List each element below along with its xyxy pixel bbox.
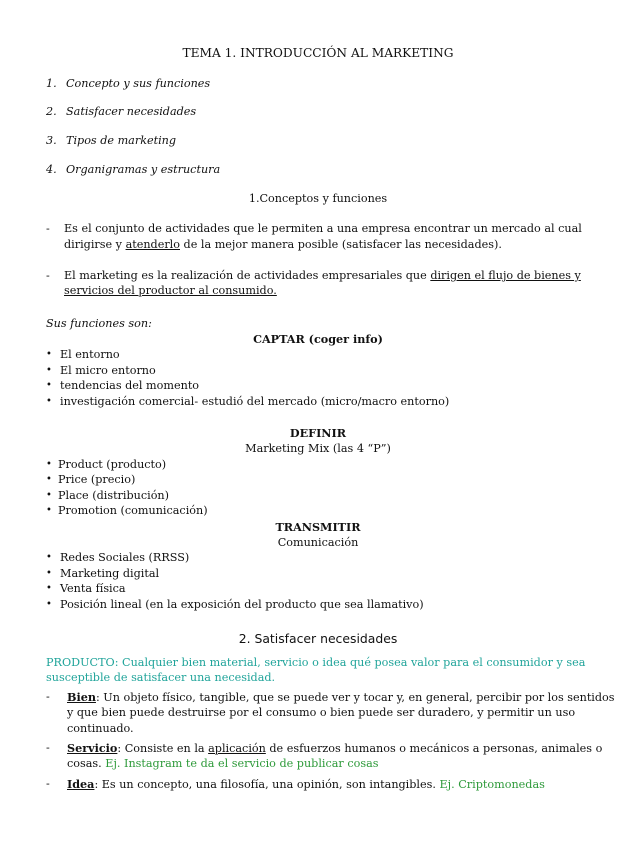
producto-definition: susceptible de satisfacer una necesidad. <box>46 671 276 684</box>
bullet-icon: • <box>46 396 52 407</box>
list-item: tendencias del momento <box>60 379 200 392</box>
definir-subheading: Marketing Mix (las 4 “P”) <box>245 442 391 455</box>
idea-term: Idea <box>67 777 95 791</box>
dash-marker: - <box>46 222 50 235</box>
paragraph-line: dirigirse y atenderlo de la mejor manera posible (satisfacer las necesidades). <box>64 238 502 251</box>
underlined-text: atenderlo <box>125 238 180 251</box>
definir-heading: DEFINIR <box>289 426 347 440</box>
underlined-text: dirigen el flujo de bienes y <box>430 269 581 282</box>
list-item: Promotion (comunicación) <box>58 504 208 517</box>
underlined-text: aplicación <box>208 742 266 755</box>
servicio-term: Servicio <box>67 741 118 755</box>
list-item: El entorno <box>60 348 120 361</box>
list-item: investigación comercial- estudió del mercado (micro/macro entorno) <box>60 395 450 408</box>
toc-label: Tipos de marketing <box>66 134 177 147</box>
example-text: Ej. Instagram te da el servicio de publicar cosas <box>105 757 379 770</box>
paragraph-line: y que bien puede destruirse por el consumo o bien puede ser duradero, y permitir un uso <box>67 706 576 719</box>
bullet-icon: • <box>46 349 52 360</box>
toc-number: 3. <box>46 134 57 147</box>
bullet-icon: • <box>46 505 52 516</box>
paragraph-line: cosas. Ej. Instagram te da el servicio de publicar cosas <box>67 757 379 770</box>
dash-marker: - <box>46 690 50 703</box>
idea-definition: Idea: Es un concepto, una filosofía, una opinión, son intangibles. Ej. Criptomonedas <box>67 777 545 791</box>
bullet-icon: • <box>46 599 52 610</box>
list-item: Posición lineal (en la exposición del producto que sea llamativo) <box>60 598 424 611</box>
toc-label: Satisfacer necesidades <box>66 105 197 118</box>
bien-term: Bien <box>67 690 96 704</box>
bullet-icon: • <box>46 474 52 485</box>
list-item: Marketing digital <box>60 567 160 580</box>
underlined-text: servicios del productor al consumido. <box>64 284 277 297</box>
toc-label: Concepto y sus funciones <box>66 77 211 90</box>
transmitir-heading: TRANSMITIR <box>275 520 361 534</box>
captar-heading: CAPTAR (coger info) <box>253 332 383 346</box>
dash-marker: - <box>46 777 50 790</box>
dash-marker: - <box>46 269 50 282</box>
transmitir-subheading: Comunicación <box>277 536 359 549</box>
bullet-icon: • <box>46 552 52 563</box>
section-heading-1: 1.Conceptos y funciones <box>248 192 388 205</box>
bullet-icon: • <box>46 459 52 470</box>
list-item: Redes Sociales (RRSS) <box>60 551 190 564</box>
toc-number: 2. <box>46 105 57 118</box>
dash-marker: - <box>46 741 50 754</box>
bullet-icon: • <box>46 568 52 579</box>
paragraph-line: Es el conjunto de actividades que le permiten a una empresa encontrar un mercado al cual <box>64 222 582 235</box>
section-heading-2: 2. Satisfacer necesidades <box>238 631 398 646</box>
functions-intro: Sus funciones son: <box>46 317 152 330</box>
paragraph-line: El marketing es la realización de actividades empresariales que dirigen el flujo de bienes y <box>64 269 581 282</box>
bien-definition: Bien: Un objeto físico, tangible, que se puede ver y tocar y, en general, percibir por los sentidos <box>67 690 615 704</box>
servicio-definition: Servicio: Consiste en la aplicación de esfuerzos humanos o mecánicos a personas, animales o <box>67 741 603 755</box>
example-text: Ej. Criptomonedas <box>439 778 545 791</box>
toc-label: Organigramas y estructura <box>66 163 221 176</box>
bullet-icon: • <box>46 365 52 376</box>
page-title: TEMA 1. INTRODUCCIÓN AL MARKETING <box>182 46 454 60</box>
bullet-icon: • <box>46 490 52 501</box>
list-item: Place (distribución) <box>58 489 170 502</box>
toc-number: 1. <box>46 77 57 90</box>
list-item: Product (producto) <box>58 458 167 471</box>
list-item: Price (precio) <box>58 473 136 486</box>
paragraph-line: continuado. <box>67 722 134 735</box>
list-item: Venta física <box>60 582 126 595</box>
toc-number: 4. <box>46 163 57 176</box>
bullet-icon: • <box>46 583 52 594</box>
producto-definition: PRODUCTO: Cualquier bien material, servicio o idea qué posea valor para el consumidor y sea <box>46 656 586 669</box>
bullet-icon: • <box>46 380 52 391</box>
list-item: El micro entorno <box>60 364 156 377</box>
